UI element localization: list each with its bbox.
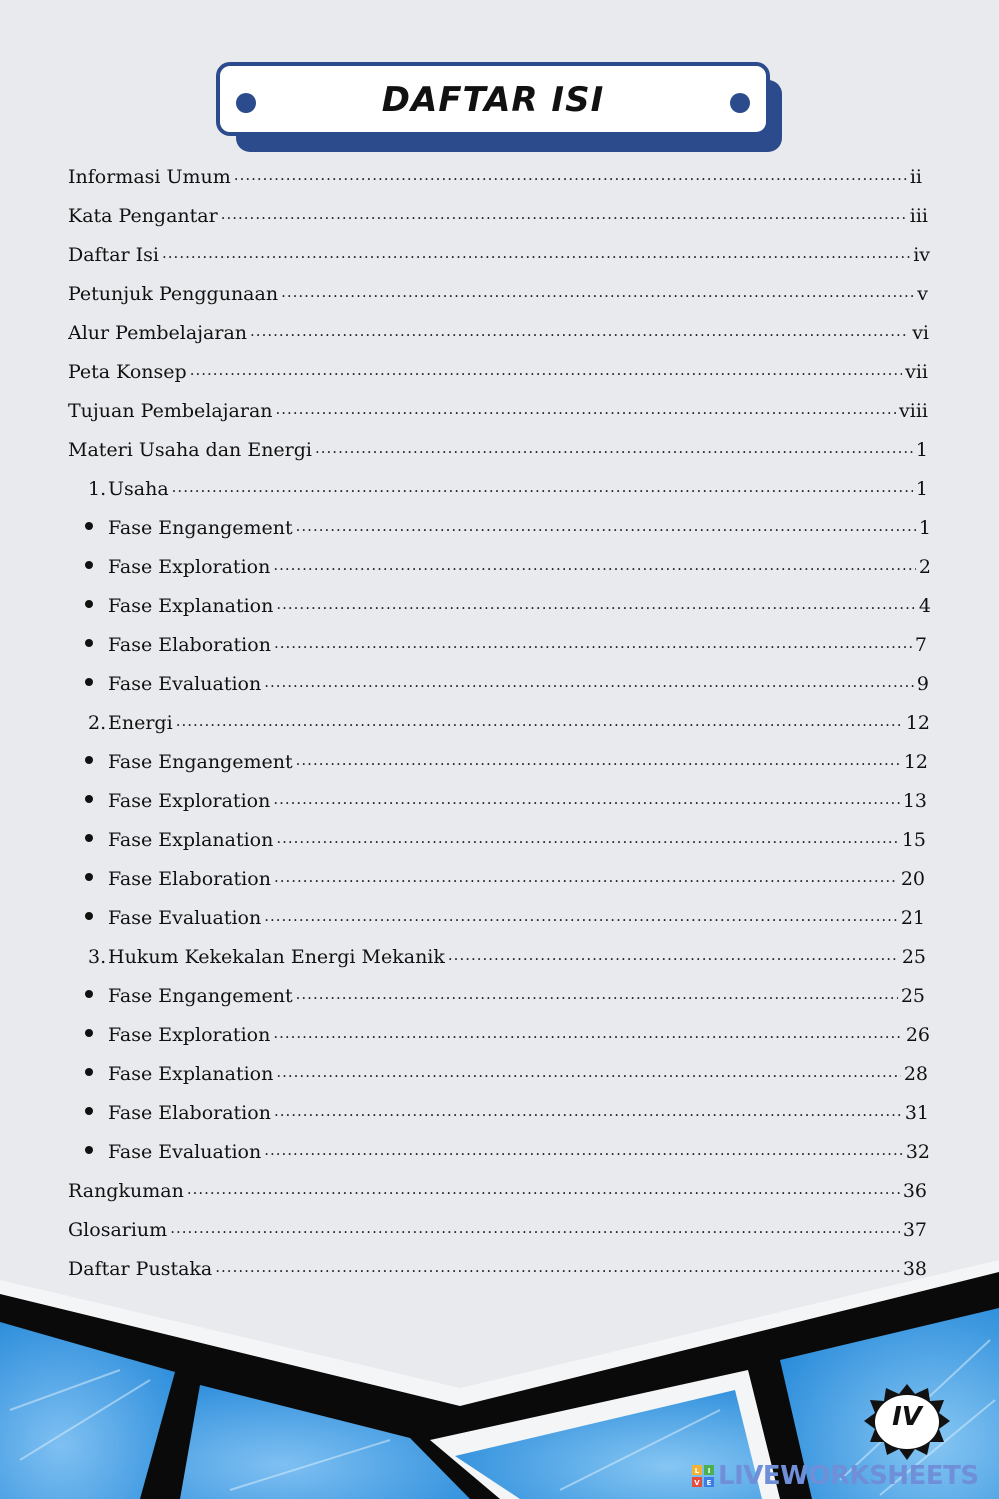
- toc-entry-page: 1: [915, 478, 928, 500]
- toc-entry-number: 3.: [88, 946, 107, 968]
- toc-entry-informasi-umum[interactable]: [68, 158, 922, 188]
- toc-leader: [315, 439, 913, 461]
- toc-entry-page: 12: [905, 712, 930, 734]
- bullet-icon: [85, 639, 93, 647]
- toc-entry-fase-evaluation[interactable]: [85, 1133, 930, 1163]
- toc-entry-page: 7: [914, 634, 927, 656]
- toc-leader: [273, 790, 899, 812]
- bullet-icon: [85, 873, 93, 881]
- toc-leader: [296, 517, 916, 539]
- toc-entry-fase-elaboration[interactable]: [85, 1094, 929, 1124]
- bullet-icon: [85, 522, 93, 530]
- toc-leader: [264, 1141, 903, 1163]
- logo-letter: V: [694, 1479, 700, 1487]
- bullet-icon: [85, 1068, 93, 1076]
- toc-entry-label: Kata Pengantar: [68, 205, 218, 227]
- toc-entry-label: Daftar Pustaka: [68, 1258, 213, 1280]
- toc-entry-kata-pengantar[interactable]: [68, 197, 928, 227]
- toc-entry-page: 1: [915, 439, 928, 461]
- toc-entry-fase-elaboration[interactable]: [85, 626, 927, 656]
- toc-entry-label: Fase Exploration: [108, 1024, 271, 1046]
- toc-entry-page: 28: [903, 1063, 928, 1085]
- bullet-icon: [85, 1107, 93, 1115]
- toc-entry-label: Fase Engangement: [108, 985, 293, 1007]
- toc-entry-label: Fase Engangement: [108, 517, 293, 539]
- toc-leader: [274, 634, 912, 656]
- bullet-icon: [85, 990, 93, 998]
- toc-entry-page: iv: [913, 244, 930, 266]
- toc-leader: [170, 1219, 900, 1241]
- toc-entry-fase-evaluation[interactable]: [85, 899, 925, 929]
- toc-entry-petunjuk-penggunaan[interactable]: [68, 275, 928, 305]
- toc-entry-page: ii: [909, 166, 922, 188]
- toc-entry-label: Energi: [108, 712, 173, 734]
- toc-entry-fase-exploration[interactable]: [85, 1016, 930, 1046]
- toc-entry-tujuan-pembelajaran[interactable]: [68, 392, 928, 422]
- bullet-icon: [85, 1029, 93, 1037]
- toc-leader: [296, 751, 901, 773]
- toc-entry-page: 26: [905, 1024, 930, 1046]
- toc-entry-page: 21: [900, 907, 925, 929]
- toc-entry-energi[interactable]: [88, 704, 930, 734]
- toc-entry-label: Hukum Kekekalan Energi Mekanik: [108, 946, 445, 968]
- toc-entry-label: Usaha: [108, 478, 169, 500]
- toc-leader: [273, 1024, 902, 1046]
- toc-entry-label: Tujuan Pembelajaran: [68, 400, 273, 422]
- toc-entry-page: 12: [903, 751, 928, 773]
- toc-entry-number: 2.: [88, 712, 107, 734]
- toc-entry-page: 36: [902, 1180, 927, 1202]
- logo-letter: I: [707, 1467, 711, 1475]
- toc-entry-alur-pembelajaran[interactable]: [68, 314, 929, 344]
- toc-entry-peta-konsep[interactable]: [68, 353, 928, 383]
- toc-leader: [162, 244, 910, 266]
- toc-entry-page: 2: [918, 556, 931, 578]
- toc-leader: [190, 361, 902, 383]
- toc-leader: [274, 1102, 902, 1124]
- toc-entry-fase-explanation[interactable]: [85, 1055, 928, 1085]
- toc-entry-page: 25: [900, 985, 925, 1007]
- toc-entry-page: 15: [901, 829, 926, 851]
- toc-entry-fase-engangement[interactable]: [85, 743, 928, 773]
- toc-entry-label: Peta Konsep: [68, 361, 187, 383]
- toc-entry-page: 32: [905, 1141, 930, 1163]
- toc-leader: [187, 1180, 900, 1202]
- toc-entry-fase-engangement[interactable]: [85, 977, 925, 1007]
- toc-entry-page: 20: [900, 868, 925, 890]
- toc-entry-label: Fase Engangement: [108, 751, 293, 773]
- toc-entry-label: Materi Usaha dan Energi: [68, 439, 312, 461]
- toc-entry-fase-elaboration[interactable]: [85, 860, 925, 890]
- toc-entry-label: Petunjuk Penggunaan: [68, 283, 279, 305]
- toc-leader: [273, 556, 916, 578]
- toc-entry-label: Rangkuman: [68, 1180, 184, 1202]
- toc-entry-page: 38: [902, 1258, 927, 1280]
- toc-leader: [276, 595, 916, 617]
- toc-leader: [172, 478, 913, 500]
- bullet-icon: [85, 795, 93, 803]
- toc-entry-daftar-isi[interactable]: [68, 236, 930, 266]
- toc-entry-label: Informasi Umum: [68, 166, 231, 188]
- bullet-icon: [85, 756, 93, 764]
- toc-entry-fase-engangement[interactable]: [85, 509, 931, 539]
- liveworksheets-logo-icon: [692, 1465, 714, 1487]
- title-banner: [216, 62, 770, 136]
- logo-letter: E: [706, 1479, 712, 1487]
- toc-leader: [276, 829, 898, 851]
- toc-entry-label: Fase Exploration: [108, 790, 271, 812]
- toc-entry-page: viii: [899, 400, 928, 422]
- page-number-badge: IV: [892, 1402, 922, 1432]
- toc-entry-number: 1.: [88, 478, 107, 500]
- toc-entry-page: 1: [918, 517, 931, 539]
- toc-leader: [281, 283, 914, 305]
- toc-entry-label: Fase Evaluation: [108, 1141, 262, 1163]
- toc-entry-label: Fase Explanation: [108, 829, 274, 851]
- toc-leader: [221, 205, 907, 227]
- logo-letter: L: [694, 1467, 700, 1475]
- bullet-icon: [85, 600, 93, 608]
- toc-leader: [234, 166, 907, 188]
- toc-entry-label: Fase Explanation: [108, 595, 274, 617]
- toc-entry-label: Glosarium: [68, 1219, 168, 1241]
- toc-entry-label: Fase Evaluation: [108, 907, 262, 929]
- toc-entry-fase-evaluation[interactable]: [85, 665, 929, 695]
- bullet-icon: [85, 678, 93, 686]
- bullet-icon: [85, 834, 93, 842]
- toc-leader: [448, 946, 899, 968]
- toc-entry-fase-explanation[interactable]: [85, 587, 931, 617]
- toc-entry-page: iii: [909, 205, 928, 227]
- toc-entry-fase-explanation[interactable]: [85, 821, 926, 851]
- toc-entry-page: 9: [916, 673, 929, 695]
- toc-entry-page: vi: [912, 322, 929, 344]
- toc-leader: [274, 868, 898, 890]
- toc-entry-rangkuman[interactable]: [68, 1172, 927, 1202]
- toc-leader: [264, 673, 914, 695]
- toc-entry-page: 25: [901, 946, 926, 968]
- toc-leader: [264, 907, 898, 929]
- toc-leader: [276, 1063, 900, 1085]
- toc-entry-label: Fase Elaboration: [108, 634, 271, 656]
- liveworksheets-watermark[interactable]: [692, 1462, 979, 1490]
- watermark-text: LIVEWORKSHEETS: [718, 1461, 979, 1491]
- toc-leader: [250, 322, 909, 344]
- toc-entry-label: Fase Elaboration: [108, 868, 271, 890]
- bullet-icon: [85, 561, 93, 569]
- toc-entry-page: 31: [904, 1102, 929, 1124]
- toc-leader: [296, 985, 898, 1007]
- bullet-icon: [85, 912, 93, 920]
- toc-entry-label: Fase Evaluation: [108, 673, 262, 695]
- toc-leader: [176, 712, 903, 734]
- toc-entry-page: v: [917, 283, 928, 305]
- toc-entry-materi-usaha-dan-energi[interactable]: [68, 431, 928, 461]
- toc-entry-page: vii: [905, 361, 928, 383]
- toc-entry-label: Fase Explanation: [108, 1063, 274, 1085]
- toc-entry-fase-exploration[interactable]: [85, 548, 931, 578]
- banner-dot-right: [730, 93, 750, 113]
- toc-entry-label: Fase Elaboration: [108, 1102, 271, 1124]
- toc-entry-glosarium[interactable]: [68, 1211, 927, 1241]
- bullet-icon: [85, 1146, 93, 1154]
- toc-entry-usaha[interactable]: [88, 470, 928, 500]
- toc-entry-label: Daftar Isi: [68, 244, 160, 266]
- toc-entry-page: 13: [902, 790, 927, 812]
- toc-entry-hukum-kekekalan-energi-mekanik[interactable]: [88, 938, 926, 968]
- toc-entry-fase-exploration[interactable]: [85, 782, 927, 812]
- toc-entry-label: Fase Exploration: [108, 556, 271, 578]
- toc-leader: [276, 400, 897, 422]
- toc-entry-label: Alur Pembelajaran: [68, 322, 248, 344]
- toc-entry-page: 4: [918, 595, 931, 617]
- toc-entry-page: 37: [902, 1219, 927, 1241]
- page-title: DAFTAR ISI: [381, 80, 605, 120]
